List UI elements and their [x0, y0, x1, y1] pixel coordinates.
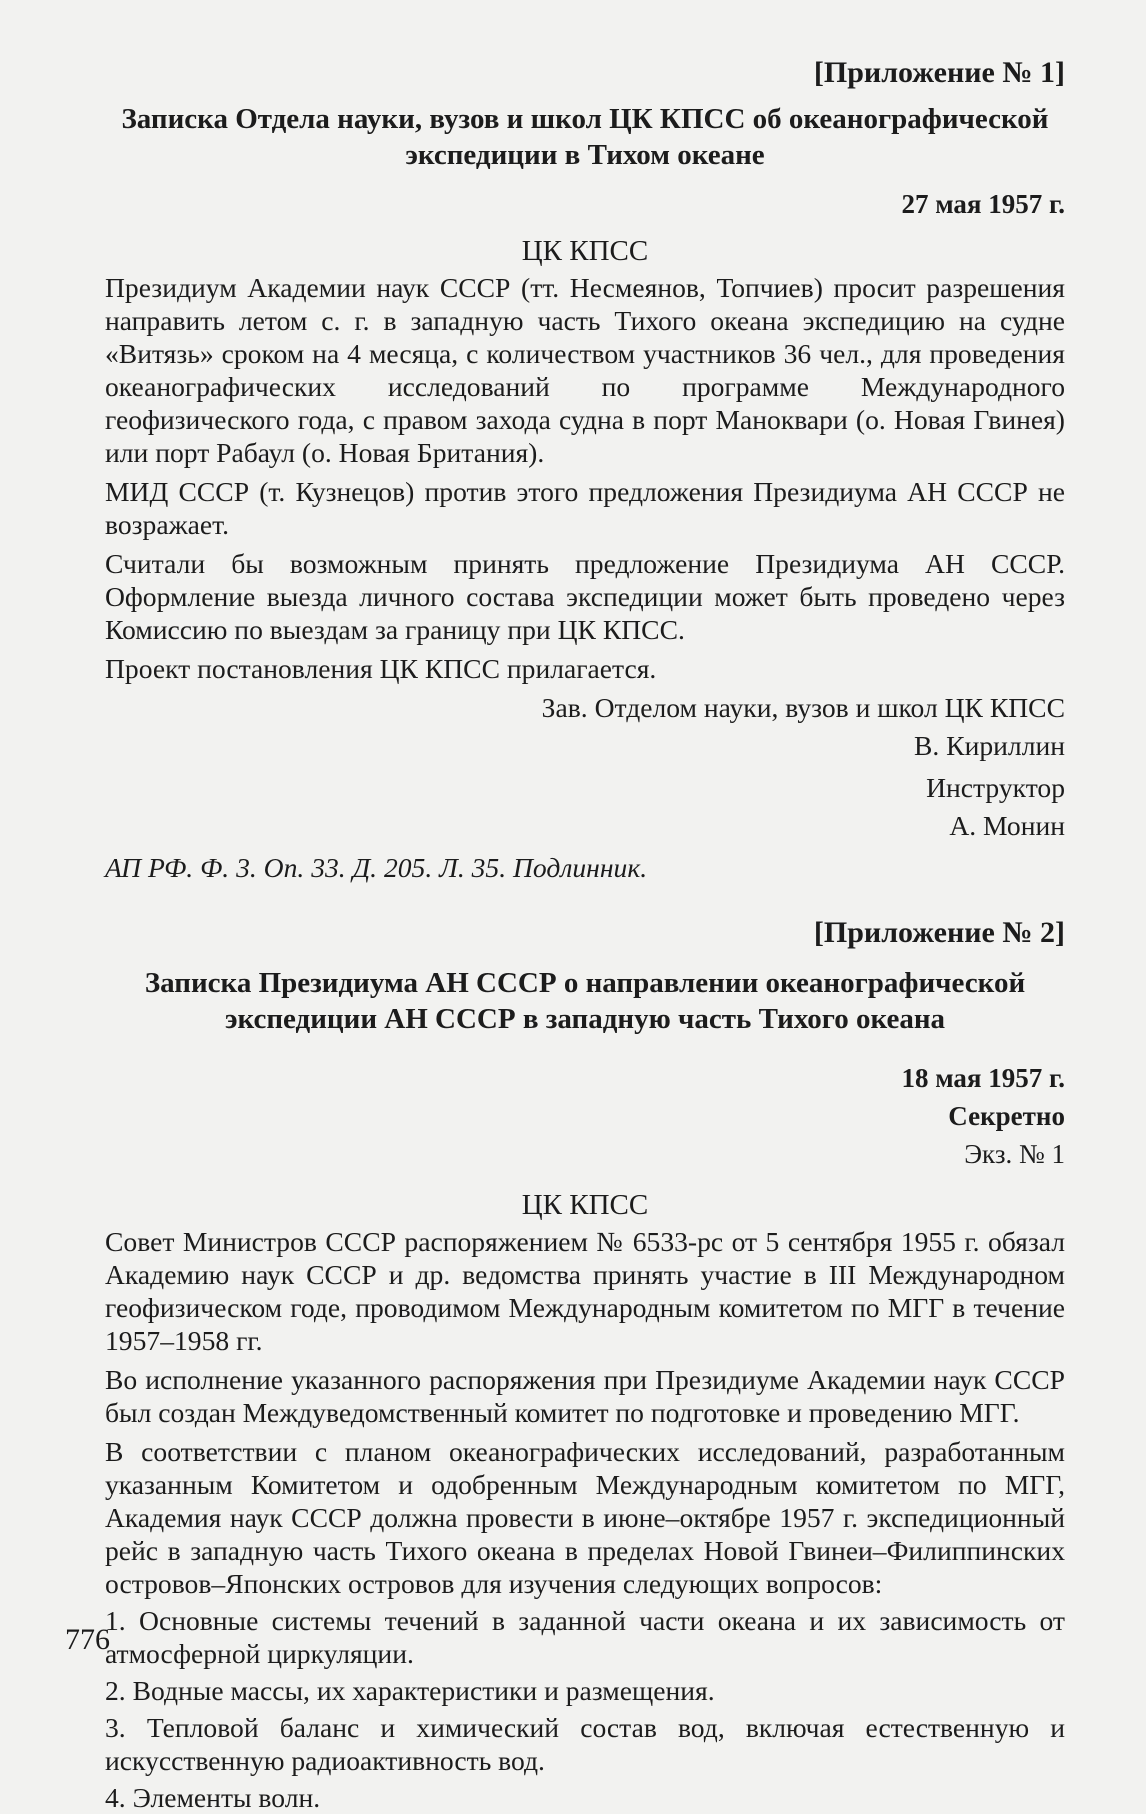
appendix-2-paragraph: Во исполнение указанного распоряжения при Президиуме Академии наук СССР был создан Междуведомственный комитет по подготовке и проведению МГГ. — [105, 1364, 1065, 1428]
appendix-2-date: 18 мая 1957 г. — [901, 1063, 1065, 1093]
appendix-2-label: [Приложение № 2] — [813, 916, 1065, 949]
signature-name: В. Кириллин — [913, 730, 1065, 761]
appendix-2-paragraph: В соответствии с планом океанографических исследований, разработанным указанным Комитетом и одобренным Международным комитетом по МГГ, Академия наук СССР должна провести в июне–октябре 1957 г. экспедиционный рейс в западную часть Тихого океана в пределах Новой Гвинеи–Филиппинских островов–Японских островов для изучения следующих вопросов: — [105, 1436, 1065, 1599]
appendix-2-title: Записка Президиума АН СССР о направлении океанографической экспедиции АН СССР в западную часть Тихого океана — [144, 967, 1026, 1035]
appendix-1-paragraph: Считали бы возможным принять предложение Президиума АН СССР. Оформление выезда личного состава экспедиции может быть проведено через Комиссию по выездам за границу при ЦК КПСС. — [105, 548, 1065, 645]
signature-position: Зав. Отделом науки, вузов и школ ЦК КПСС — [541, 692, 1065, 723]
page-content — [105, 53, 1065, 1814]
appendix-1-date: 27 мая 1957 г. — [901, 189, 1065, 219]
appendix-2-paragraph: Совет Министров СССР распоряжением № 6533-рс от 5 сентября 1955 г. обязал Академию наук СССР и др. ведомства принять участие в III Международном геофизическом годе, проводимом Международным комитетом по МГГ в течение 1957–1958 гг. — [105, 1226, 1065, 1356]
list-item: 3. Тепловой баланс и химический состав вод, включая естественную и искусственную радиоактивность вод. — [105, 1712, 1065, 1776]
appendix-1-addressee: ЦК КПСС — [521, 235, 649, 267]
list-item: 2. Водные массы, их характеристики и размещения. — [105, 1675, 715, 1706]
appendix-1-paragraph: Президиум Академии наук СССР (тт. Несмеянов, Топчиев) просит разрешения направить летом с. г. в западную часть Тихого океана экспедицию на судне «Витязь» сроком на 4 месяца, с количеством участников 36 чел., для проведения океанографических исследований по программе Международного геофизического года, с правом захода судна в порт Маноквари (о. Новая Гвинея) или порт Рабаул (о. Новая Британия). — [105, 272, 1065, 468]
appendix-1-paragraph: МИД СССР (т. Кузнецов) против этого предложения Президиума АН СССР не возражает. — [105, 476, 1065, 540]
copy-number: Экз. № 1 — [964, 1139, 1065, 1169]
archive-source: АП РФ. Ф. 3. Оп. 33. Д. 205. Л. 35. Подлинник. — [105, 852, 648, 883]
appendix-1-title: Записка Отдела науки, вузов и школ ЦК КПСС об океанографической экспедиции в Тихом океане — [121, 103, 1049, 171]
signature-position: Инструктор — [926, 772, 1065, 803]
list-item: 4. Элементы волн. — [105, 1782, 321, 1813]
page-number: 776 — [65, 1623, 110, 1656]
appendix-1-label: [Приложение № 1] — [813, 56, 1065, 89]
appendix-2-addressee: ЦК КПСС — [521, 1189, 649, 1221]
secrecy-stamp: Секретно — [948, 1101, 1065, 1131]
appendix-1-paragraph: Проект постановления ЦК КПСС прилагается. — [105, 653, 657, 684]
list-item: 1. Основные системы течений в заданной части океана и их зависимость от атмосферной циркуляции. — [105, 1605, 1065, 1669]
signature-name: А. Монин — [949, 810, 1065, 841]
